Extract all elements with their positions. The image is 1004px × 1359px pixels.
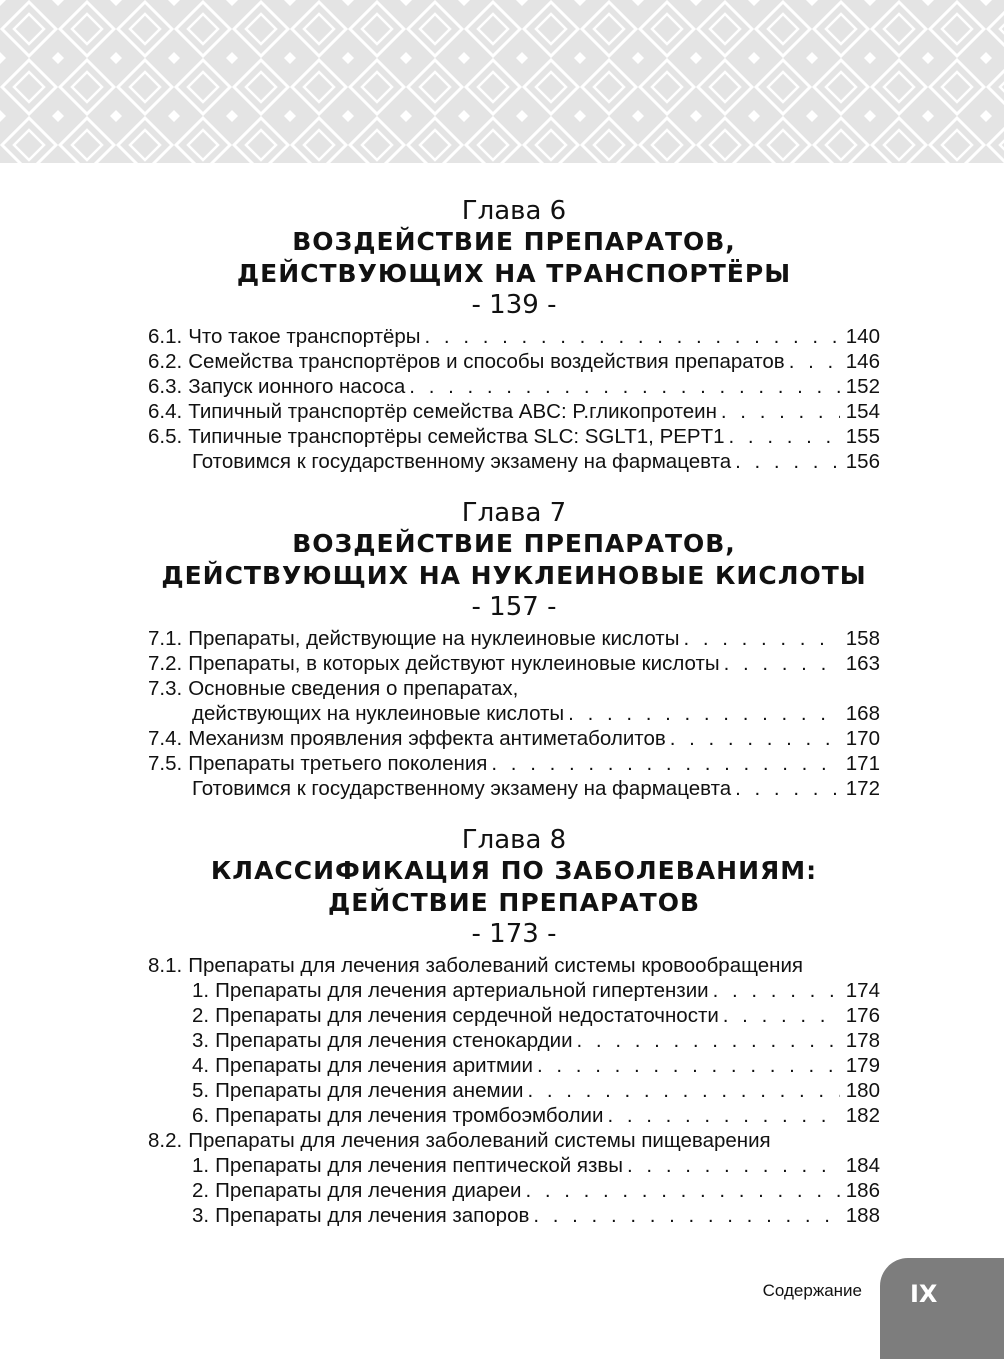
toc-entry-list (148, 324, 880, 474)
toc-entry-page: 174 (845, 979, 880, 1002)
toc-entry-label: Типичный транспортёр семейства ABC: P.гликопротеин (188, 400, 717, 423)
toc-entry[interactable] (148, 651, 880, 676)
toc-entry-page: 156 (845, 450, 880, 473)
dot-leader (577, 1028, 840, 1053)
toc-entry-label: Препараты, в которых действуют нуклеиновые кислоты (188, 652, 720, 675)
toc-entry-label: Препараты для лечения диареи (215, 1179, 522, 1202)
toc-entry[interactable] (148, 349, 880, 374)
toc-entry-page: 186 (845, 1179, 880, 1202)
toc-entry-number: 1. (192, 979, 210, 1002)
chapter-title-line: ВОЗДЕЙСТВИЕ ПРЕПАРАТОВ, (292, 227, 736, 256)
toc-entry-page: 172 (845, 777, 880, 800)
toc-entry-page: 158 (845, 627, 880, 650)
toc-entry-number: 7.2. (148, 652, 183, 675)
toc-entry-page: 155 (845, 425, 880, 448)
decorative-header-banner (0, 0, 1004, 163)
toc-entry-label: Что такое транспортёры (188, 325, 421, 348)
chapter-start-page: - 139 - (471, 290, 557, 320)
dot-leader (528, 1078, 841, 1103)
toc-entry-label: Препараты для лечения запоров (215, 1204, 530, 1227)
dot-leader (724, 651, 840, 676)
toc-entry[interactable] (148, 1203, 880, 1228)
toc-entry-label: Препараты для лечения заболеваний системы кровообращения (188, 954, 804, 977)
toc-entry[interactable] (148, 978, 880, 1003)
toc-entry[interactable] (148, 626, 880, 651)
dot-leader (491, 751, 840, 776)
dot-leader (537, 1053, 840, 1078)
chapter-block (148, 196, 880, 320)
chapter-block (148, 825, 880, 949)
dot-leader (568, 701, 840, 726)
pattern-graphic (0, 0, 1004, 163)
toc-entry-number: 6.2. (148, 350, 183, 373)
dot-leader (683, 626, 840, 651)
toc-entry[interactable] (148, 1028, 880, 1053)
toc-entry[interactable] (148, 424, 880, 449)
dot-leader (409, 374, 840, 399)
toc-entry[interactable] (148, 1128, 880, 1153)
toc-entry-page: 146 (845, 350, 880, 373)
dot-leader (533, 1203, 840, 1228)
toc-entry-number: 7.4. (148, 727, 183, 750)
toc-entry-page: 178 (845, 1029, 880, 1052)
toc-entry-label: Препараты, действующие на нуклеиновые кислоты (188, 627, 680, 650)
toc-entry-page: 170 (845, 727, 880, 750)
toc-entry-number: 7.3. (148, 677, 183, 700)
toc-entry-page: 180 (845, 1079, 880, 1102)
toc-entry-label: Препараты для лечения артериальной гипертензии (215, 979, 709, 1002)
toc-entry-page: 154 (845, 400, 880, 423)
dot-leader (789, 349, 840, 374)
dot-leader (735, 776, 840, 801)
toc-entry-label: Основные сведения о препаратах, (188, 677, 519, 700)
dot-leader (425, 324, 840, 349)
page-number: IX (910, 1280, 938, 1308)
chapter-heading: Глава 8 (461, 825, 567, 855)
chapter-start-page: - 157 - (471, 592, 557, 622)
dot-leader (670, 726, 840, 751)
toc-entry[interactable] (148, 1003, 880, 1028)
toc-entry[interactable] (148, 953, 880, 978)
toc-entry-list (148, 953, 880, 1228)
toc-entry-page: 152 (845, 375, 880, 398)
toc-entry-page: 179 (845, 1054, 880, 1077)
toc-entry-number: 4. (192, 1054, 210, 1077)
toc-entry-list (148, 626, 880, 801)
toc-entry[interactable] (148, 449, 880, 474)
toc-entry[interactable] (148, 776, 880, 801)
dot-leader (607, 1103, 840, 1128)
toc-entry[interactable] (148, 374, 880, 399)
toc-entry[interactable] (148, 399, 880, 424)
toc-entry-label: Готовимся к государственному экзамену на фармацевта (192, 450, 732, 473)
toc-entry[interactable] (148, 1153, 880, 1178)
toc-entry-label: Препараты для лечения сердечной недостаточности (215, 1004, 719, 1027)
toc-entry[interactable] (148, 1078, 880, 1103)
dot-leader (721, 399, 840, 424)
toc-entry-label: Препараты для лечения тромбоэмболии (215, 1104, 604, 1127)
dot-leader (723, 1003, 840, 1028)
table-of-contents (148, 196, 880, 1228)
page-number-tab (880, 1258, 1004, 1359)
chapter-heading: Глава 6 (461, 196, 567, 226)
toc-entry-label: Семейства транспортёров и способы воздействия препаратов (188, 350, 785, 373)
chapter-title-line: ВОЗДЕЙСТВИЕ ПРЕПАРАТОВ, (292, 529, 736, 558)
toc-entry-number: 3. (192, 1204, 210, 1227)
toc-entry-number: 2. (192, 1004, 210, 1027)
chapter-title-line: КЛАССИФИКАЦИЯ ПО ЗАБОЛЕВАНИЯМ: (210, 856, 818, 885)
toc-entry[interactable] (148, 676, 880, 701)
toc-entry-label: Препараты третьего поколения (188, 752, 488, 775)
toc-entry[interactable] (148, 324, 880, 349)
toc-entry-label: Запуск ионного насоса (188, 375, 406, 398)
toc-entry-number: 6.5. (148, 425, 183, 448)
toc-entry-page: 171 (845, 752, 880, 775)
toc-entry-page: 168 (845, 702, 880, 725)
toc-entry-number: 8.1. (148, 954, 183, 977)
dot-leader (627, 1153, 840, 1178)
toc-entry-label: Препараты для лечения пептической язвы (215, 1154, 624, 1177)
toc-entry[interactable] (148, 1103, 880, 1128)
toc-entry-number: 2. (192, 1179, 210, 1202)
toc-entry-label: действующих на нуклеиновые кислоты (192, 702, 565, 725)
toc-entry-label: Препараты для лечения заболеваний системы пищеварения (188, 1129, 771, 1152)
dot-leader (525, 1178, 840, 1203)
toc-entry-page: 188 (845, 1204, 880, 1227)
chapter-block (148, 498, 880, 622)
toc-entry-number: 1. (192, 1154, 210, 1177)
toc-entry-label: Типичные транспортёры семейства SLC: SGLT1, PEPT1 (188, 425, 725, 448)
toc-entry-number: 6.4. (148, 400, 183, 423)
toc-entry-number: 7.5. (148, 752, 183, 775)
toc-entry-number: 8.2. (148, 1129, 183, 1152)
toc-entry-page: 184 (845, 1154, 880, 1177)
toc-entry[interactable] (148, 751, 880, 776)
toc-entry[interactable] (148, 1053, 880, 1078)
toc-entry-number: 6. (192, 1104, 210, 1127)
chapter-gap (148, 474, 880, 498)
toc-entry-number: 6.3. (148, 375, 183, 398)
toc-entry[interactable] (148, 1178, 880, 1203)
chapter-start-page: - 173 - (471, 919, 557, 949)
toc-entry-number: 3. (192, 1029, 210, 1052)
toc-entry-label: Готовимся к государственному экзамену на фармацевта (192, 777, 732, 800)
chapter-title-line: ДЕЙСТВУЮЩИХ НА ТРАНСПОРТЁРЫ (236, 259, 792, 288)
dot-leader (729, 424, 840, 449)
chapter-gap (148, 801, 880, 825)
dot-leader (735, 449, 840, 474)
chapter-title-line: ДЕЙСТВИЕ ПРЕПАРАТОВ (327, 888, 701, 917)
toc-entry-number: 7.1. (148, 627, 183, 650)
toc-entry-number: 6.1. (148, 325, 183, 348)
toc-entry-number: 5. (192, 1079, 210, 1102)
toc-entry-label: Препараты для лечения стенокардии (215, 1029, 573, 1052)
toc-entry[interactable] (148, 701, 880, 726)
toc-entry-label: Препараты для лечения анемии (215, 1079, 524, 1102)
toc-entry[interactable] (148, 726, 880, 751)
chapter-heading: Глава 7 (461, 498, 567, 528)
toc-entry-page: 176 (845, 1004, 880, 1027)
toc-entry-label: Механизм проявления эффекта антиметаболитов (188, 727, 666, 750)
section-label: Содержание (762, 1281, 862, 1300)
chapter-title-line: ДЕЙСТВУЮЩИХ НА НУКЛЕИНОВЫЕ КИСЛОТЫ (161, 561, 867, 590)
dot-leader (713, 978, 840, 1003)
toc-entry-page: 140 (845, 325, 880, 348)
toc-entry-label: Препараты для лечения аритмии (215, 1054, 534, 1077)
toc-entry-page: 163 (845, 652, 880, 675)
toc-entry-page: 182 (845, 1104, 880, 1127)
